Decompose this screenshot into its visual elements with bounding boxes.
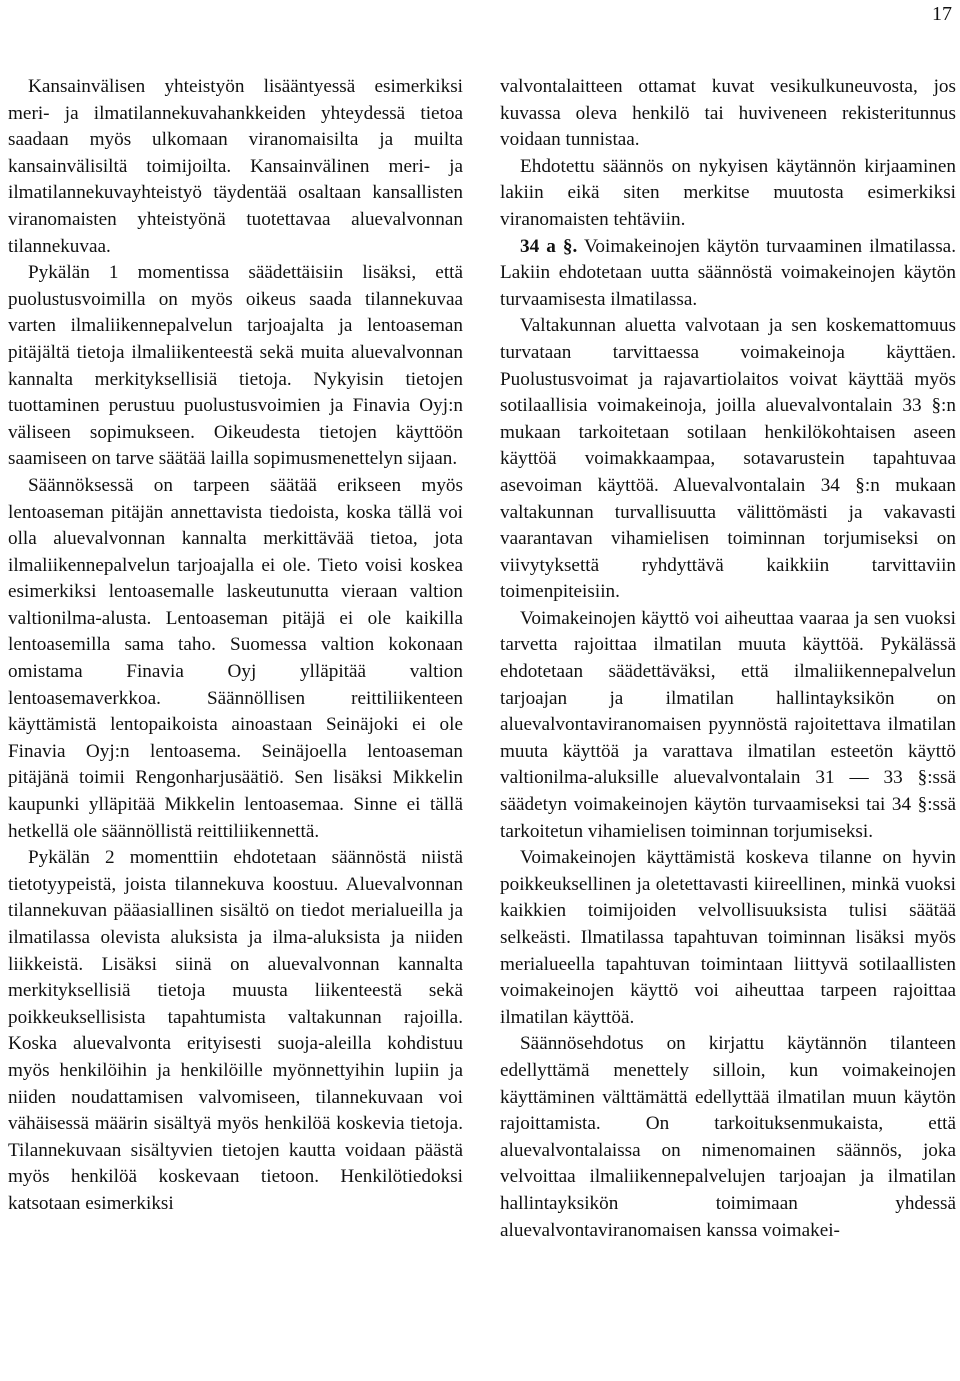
paragraph: Ehdotettu säännös on nykyisen käytännön kirjaaminen lakiin eikä siten merkitse muutosta esimerkiksi viranomaisten tehtäviin.: [500, 155, 956, 230]
paragraph: Säännöksessä on tarpeen säätää erikseen myös lentoaseman pitäjän annettavista tiedoista, koska tällä voi olla aluevalvonnan kannalta merkittävää tietoa, jota ilmaliikennepalvelun tarjoajalla ei ole. Tieto voisi koskea esimerkiksi lentoasemalle laskeutunutta vieraan valtion valtionilma-alusta. Lentoaseman pitäjä ei ole kaikilla lentoasemilla sama taho. Suomessa valtion kokonaan omistama Finavia Oyj ylläpitää valtion lentoasemaverkkoa. Säännöllisen reittiliikenteen käyttämistä lentopaikoista ainoastaan Seinäjoki ei ole Finavia Oyj:n lentoasema. Seinäjoella lentoaseman pitäjänä toimii Rengonharjusäätiö. Sen lisäksi Mikkelin kaupunki ylläpitää Mikkelin lentoasemaa. Sinne ei tällä hetkellä ole säännöllistä reittiliikennettä.: [8, 474, 463, 842]
section-heading: Voimakeinojen käytön turvaaminen ilmatilassa.: [584, 235, 956, 257]
paragraph-continuation: valvontalaitteen ottamat kuvat vesikulkuneuvosta, jos kuvassa oleva henkilö tai huviveneen rekisteritunnus voidaan tunnistaa.: [500, 76, 956, 151]
paragraph: Valtakunnan aluetta valvotaan ja sen koskemattomuus turvataan tarvittaessa voimakeinoja käyttäen. Puolustusvoimat ja rajavartiolaitos voivat käyttää myös sotilaallisia voimakeinoja, joilla aluevalvontalain 33 §:n mukaan tarkoitetaan sotilaan henkilökohtaisen aseen käyttöä voimakkaampaa, sotavarustein tapahtuvaa asevoiman käyttöä. Aluevalvontalain 34 §:n mukaan valtakunnan turvallisuutta välittömästi ja vakavasti vaarantavan vihamielisen toiminnan torjumiseksi on viivytyksettä ryhdyttävä kaikkiin tarvittaviin toimenpiteisiin.: [500, 315, 956, 603]
page-number: 17: [932, 3, 952, 25]
section-text: Lakiin ehdotetaan uutta säännöstä voimakeinojen käytön turvaamisesta ilmatilassa.: [500, 262, 956, 310]
right-column: [500, 74, 956, 1244]
paragraph: Voimakeinojen käyttö voi aiheuttaa vaaraa ja sen vuoksi tarvetta rajoittaa ilmatilan muuta käyttöä. Pykälässä ehdotetaan säädettäväksi, että ilmaliikennepalvelun tarjoajan ja ilmatilan hallintayksikön on aluevalvontaviranomaisen pyynnöstä rajoitettava ilmatilan muuta käyttöä ja varattava ilmatilan esteetön käyttö valtionilma-aluksille aluevalvontalain 31 — 33 §:ssä säädetyn voimakeinojen käytön turvaamiseksi tai 34 §:ssä tarkoitetun vihamielisen toiminnan torjumiseksi.: [500, 607, 956, 842]
paragraph: Voimakeinojen käyttämistä koskeva tilanne on hyvin poikkeuksellinen ja oletettavasti kiireellinen, minkä vuoksi kaikkien toimijoiden velvollisuuksista tulisi säätää selkeästi. Ilmatilassa tapahtuvan toiminnan lisäksi myös merialueella tapahtuvan toimintaan liittyvä sotilaallisten voimakeinojen käyttö voi aiheuttaa tarpeen rajoittaa ilmatilan käyttöä.: [500, 847, 956, 1028]
paragraph: Pykälän 1 momentissa säädettäisiin lisäksi, että puolustusvoimilla on myös oikeus saada tilannekuvaa varten ilmaliikennepalvelun tarjoajalta ja lentoaseman pitäjältä tietoja ilmaliikenteestä sekä muita aluevalvonnan kannalta merkityksellisiä tietoja. Nykyisin tietojen tuottaminen perustuu puolustusvoimien ja Finavia Oyj:n väliseen sopimukseen. Oikeudesta tietojen käyttöön saamiseen on tarve säätää lailla sopimusmenettelyn sijaan.: [8, 262, 463, 470]
paragraph: Säännösehdotus on kirjattu käytännön tilanteen edellyttämä menettely silloin, kun voimakeinojen käyttäminen välttämättä edellyttää ilmatilan muun käytön rajoittamista. On tarkoituksenmukaista, että aluevalvontalaissa on nimenomainen säännös, joka velvoittaa ilmaliikennepalvelujen tarjoajan ja ilmatilan hallintayksikön toimimaan yhdessä aluevalvontaviranomaisen kanssa voimakei-: [500, 1033, 956, 1241]
paragraph: Kansainvälisen yhteistyön lisääntyessä esimerkiksi meri- ja ilmatilannekuvahankkeiden yhteydessä tietoa saadaan myös ulkomaan viranomaisilta ja muilta kansainvälisiltä toimijoilta. Kansainvälinen meri- ja ilmatilannekuvayhteistyö täydentää osaltaan kansallisten viranomaisten yhteistyönä tuotettavaa aluevalvonnan tilannekuvaa.: [8, 76, 463, 257]
paragraph: Pykälän 2 momenttiin ehdotetaan säännöstä niistä tietotyypeistä, joista tilannekuva koostuu. Aluevalvonnan tilannekuvan pääasiallinen sisältö on tiedot merialueilla ja ilmatilassa olevista aluksista ja ilma-aluksista ja niiden liikkeistä. Lisäksi siinä on aluevalvonnan kannalta merkityksellisiä tietoja muusta liikenteestä sekä poikkeuksellisista tapahtumista valtakunnan rajoilla. Koska aluevalvonta erityisesti suoja-aleilla kohdistuu myös henkilöihin ja henkilöille myönnettyihin lupiin ja niiden noudattamisen valvomiseen, tilannekuvaan voi vähäisessä määrin sisältyä myös henkilöä koskevia tietoja. Tilannekuvaan sisältyvien tietojen kautta voidaan päästä myös henkilöä koskevaan tietoon. Henkilötiedoksi katsotaan esimerkiksi: [8, 847, 463, 1214]
section-number: 34 a §.: [520, 235, 578, 257]
left-column: [8, 74, 463, 1218]
section-heading-paragraph: [500, 234, 956, 314]
